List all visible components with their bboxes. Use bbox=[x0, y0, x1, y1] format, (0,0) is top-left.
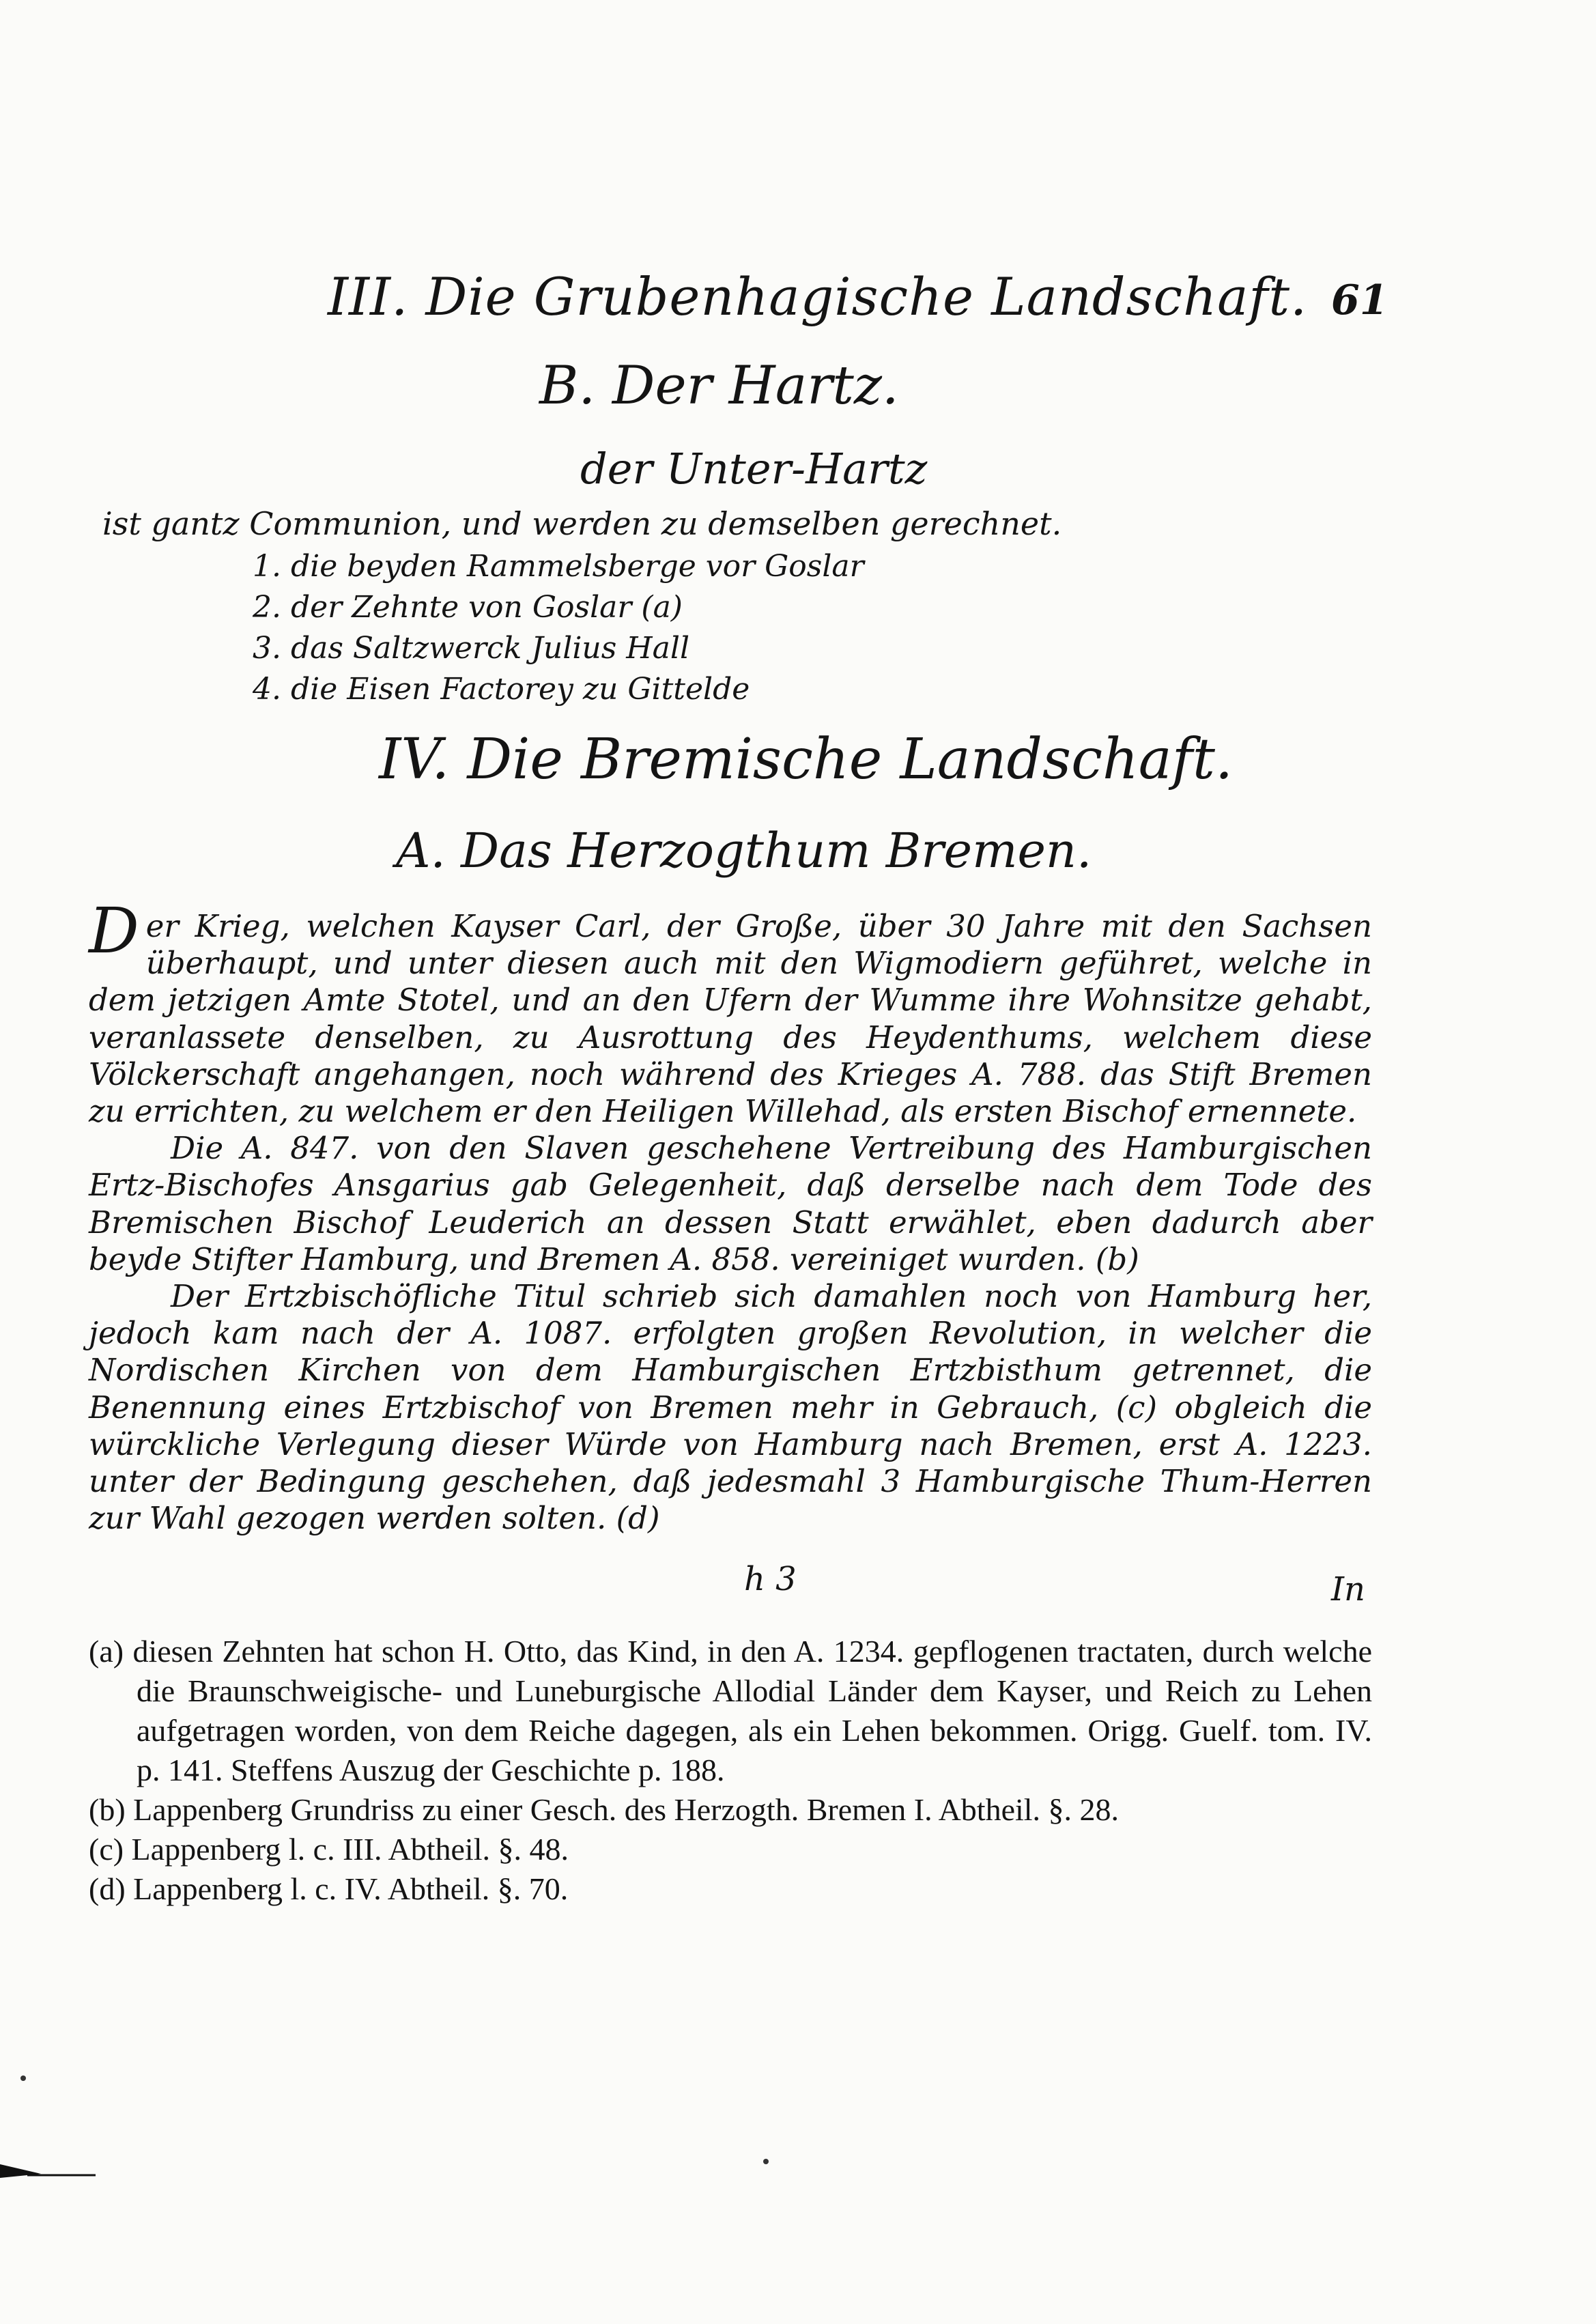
footnotes bbox=[89, 1632, 1372, 1909]
subheading-unter-hartz: der Unter-Hartz bbox=[580, 444, 928, 494]
paragraph: Die A. 847. von den Slaven geschehene Vertreibung des Hamburgischen Ertz-Bischofes Ansgarius gab Gelegenheit, daß derselbe nach dem Tode des Bremischen Bischof Leuderich an dessen Statt erwählet, eben dadurch aber beyde Stifter Hamburg, und Bremen A. 858. vereiniget wurden. (b) bbox=[89, 1130, 1372, 1277]
footnote-d: (d) Lappenberg l. c. IV. Abtheil. §. 70. bbox=[89, 1871, 569, 1906]
page-number: 61 bbox=[1331, 277, 1388, 324]
paragraph bbox=[89, 894, 1372, 1130]
paragraph-text: er Krieg, welchen Kayser Carl, der Große, über 30 Jahre mit den Sachsen überhaupt, und unter diesen auch mit den Wigmodiern geführet, welche in dem jetzigen Amte Stotel, und an den Ufern der Wumme ihre Wohnsitze gehabt, veranlassete denselben, zu Ausrottung des Heydenthums, welchem diese Völckerschaft angehangen, noch während des Krieges A. 788. das Stift Bremen zu errichten, zu welchem er den Heiligen Willehad, als ersten Bischof ernennete. bbox=[89, 908, 1372, 1130]
speck-mark bbox=[763, 2159, 769, 2164]
speck-mark bbox=[20, 2075, 26, 2081]
list-item: 3. das Saltzwerck Julius Hall bbox=[253, 631, 690, 666]
catchword: In bbox=[1331, 1570, 1365, 1609]
intro-line: ist gantz Communion, und werden zu demselben gerechnet. bbox=[102, 505, 1062, 542]
running-header: III. Die Grubenhagische Landschaft. bbox=[328, 266, 1308, 327]
list-item: 2. der Zehnte von Goslar (a) bbox=[253, 590, 683, 625]
list-item: 1. die beyden Rammelsberge vor Goslar bbox=[253, 549, 864, 584]
subheading-herzogthum: A. Das Herzogthum Bremen. bbox=[396, 823, 1092, 879]
section-heading-hartz: B. Der Hartz. bbox=[539, 355, 899, 416]
footnote-b: (b) Lappenberg Grundriss zu einer Gesch. des Herzogth. Bremen I. Abtheil. §. 28. bbox=[89, 1792, 1120, 1827]
paragraph: Der Ertzbischöfliche Titul schrieb sich damahlen noch von Hamburg her, jedoch kam nach der A. 1087. erfolgten großen Revolution, in welcher die Nordischen Kirchen von dem Hamburgischen Ertzbisthum getrennet, die Benennung eines Ertzbischof von Bremen mehr in Gebrauch, (c) obgleich die würckliche Verlegung dieser Würde von Hamburg nach Bremen, erst A. 1223. unter der Bedingung geschehen, daß jedesmahl 3 Hamburgische Thum-Herren zur Wahl gezogen werden solten. (d) bbox=[89, 1278, 1372, 1537]
drop-cap: D bbox=[89, 894, 139, 967]
footnote-c: (c) Lappenberg l. c. III. Abtheil. §. 48. bbox=[89, 1832, 569, 1867]
section-heading-bremen: IV. Die Bremische Landschaft. bbox=[379, 727, 1234, 792]
signature-mark: h 3 bbox=[744, 1560, 797, 1598]
hartz-list bbox=[253, 546, 864, 710]
list-item: 4. die Eisen Factorey zu Gittelde bbox=[253, 672, 750, 707]
page-edge-mark bbox=[0, 2164, 96, 2178]
footnote-a: (a) diesen Zehnten hat schon H. Otto, das Kind, in den A. 1234. gepflogenen tractaten, durch welche die Braunschweigische- und Luneburgische Allodial Länder dem Kayser, und Reich zu Lehen aufgetragen worden, von dem Reiche dagegen, als ein Lehen bekommen. Origg. Guelf. tom. IV. p. 141. Steffens Auszug der Geschichte p. 188. bbox=[89, 1634, 1372, 1787]
body-text bbox=[89, 894, 1372, 1537]
